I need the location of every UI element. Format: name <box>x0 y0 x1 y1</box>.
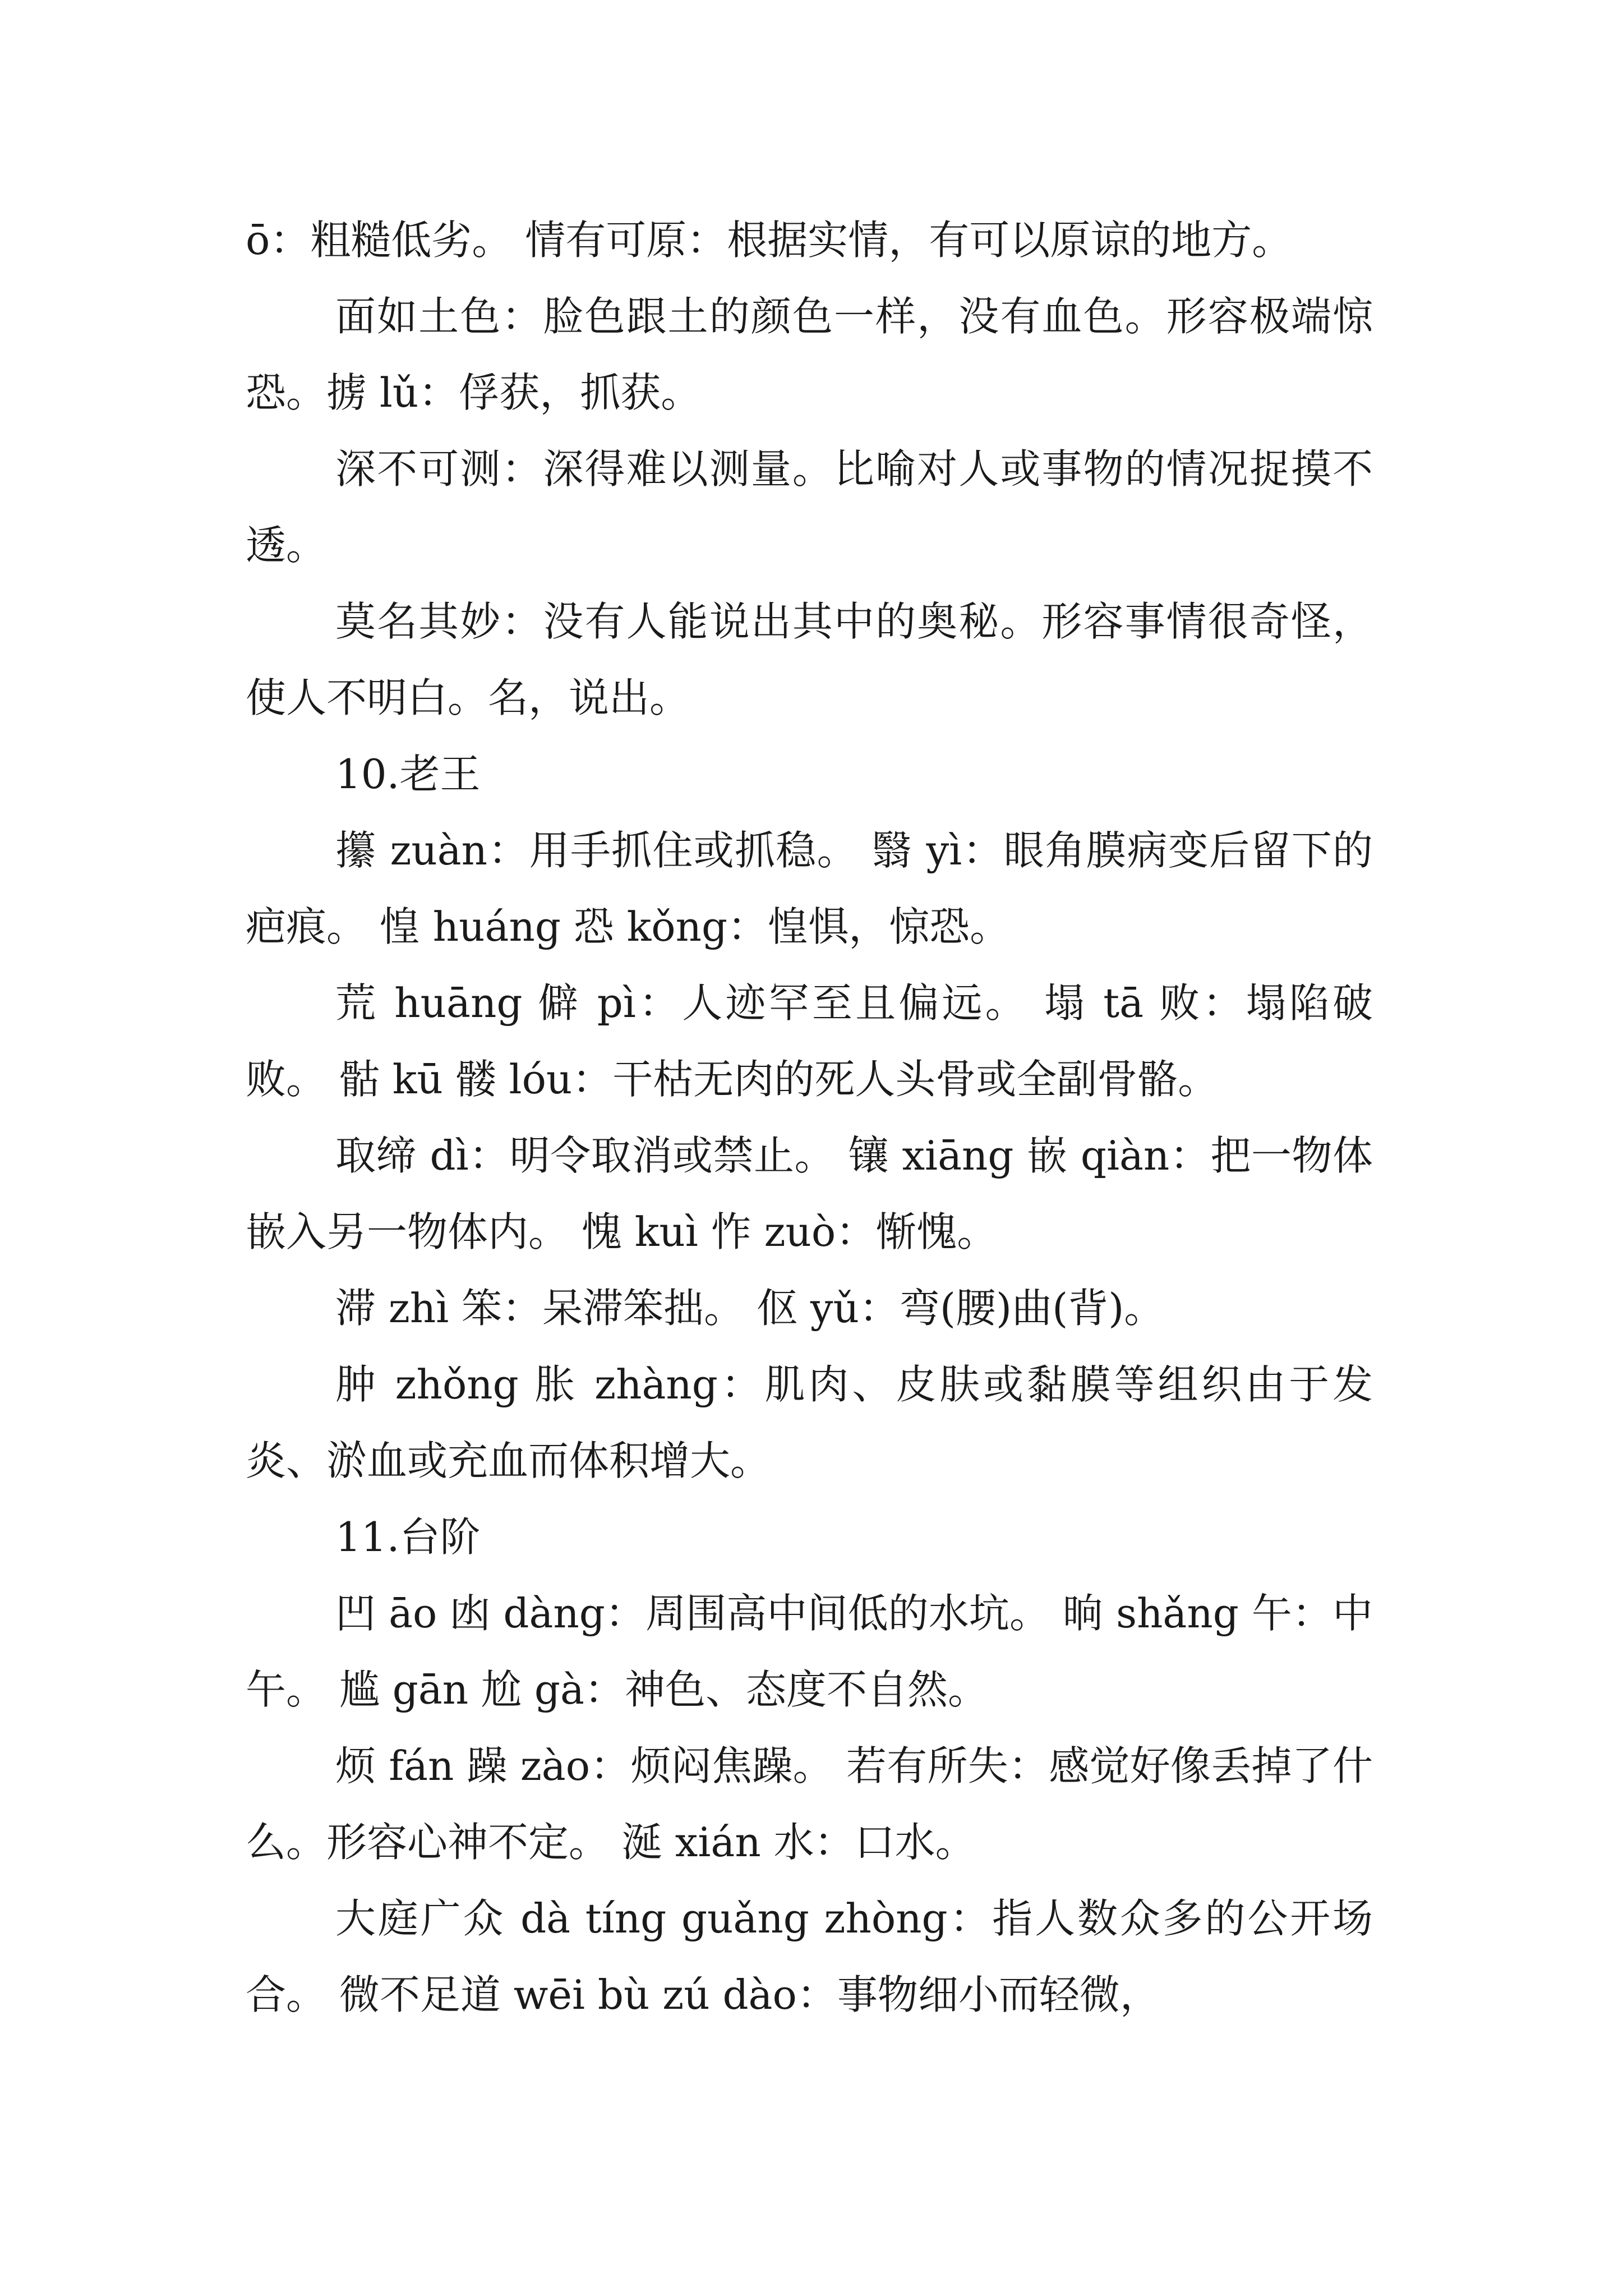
paragraph-shen-bu-ke-ce: 深不可测：深得难以测量。比喻对人或事物的情况捉摸不透。 <box>246 445 1373 569</box>
paragraph-zuan-yi-huang-kong: 攥 zuàn：用手抓住或抓稳。 翳 yì：眼角膜病变后留下的疤痕。 惶 huáng 恐 kǒng：惶惧，惊恐。 <box>246 827 1373 950</box>
paragraph-mo-ming-qi-miao: 莫名其妙：没有人能说出其中的奥秘。形容事情很奇怪，使人不明白。名，说出。 <box>246 598 1373 721</box>
paragraph-fan-zao-ruo-you-suo-shi: 烦 fán 躁 zào：烦闷焦躁。 若有所失：感觉好像丢掉了什么。形容心神不定。 涎 xián 水：口水。 <box>246 1742 1373 1866</box>
paragraph-huang-pi-ta-bai: 荒 huāng 僻 pì：人迹罕至且偏远。 塌 tā 败：塌陷破败。 骷 kū 髅 lóu：干枯无肉的死人头骨或全副骨骼。 <box>246 979 1373 1103</box>
paragraph-zhi-ben-yu: 滞 zhì 笨：呆滞笨拙。 伛 yǔ：弯(腰)曲(背)。 <box>335 1285 1165 1332</box>
paragraph-mian-ru-tu-se: 面如土色：脸色跟土的颜色一样，没有血色。形容极端惊恐。掳 lǔ：俘获，抓获。 <box>246 293 1373 416</box>
paragraph-da-ting-guang-zhong: 大庭广众 dà tíng guǎng zhòng：指人数众多的公开场合。 微不足道 wēi bù zú dào：事物细小而轻微， <box>246 1895 1373 2018</box>
paragraph-vocab-continuation: ō：粗糙低劣。 情有可原：根据实情，有可以原谅的地方。 <box>246 217 1293 264</box>
paragraph-zhong-zhang: 肿 zhǒng 胀 zhàng：肌肉、皮肤或黏膜等组织由于发炎、淤血或充血而体积增大。 <box>246 1361 1373 1484</box>
section-heading-tai-jie: 11.台阶 <box>335 1513 481 1561</box>
paragraph-ao-dang-shang-wu: 凹 āo 凼 dàng：周围高中间低的水坑。 晌 shǎng 午：中午。 尴 gān 尬 gà：神色、态度不自然。 <box>246 1590 1373 1713</box>
section-heading-lao-wang: 10.老王 <box>335 751 481 798</box>
paragraph-qu-di-xiang-qian: 取缔 dì：明令取消或禁止。 镶 xiāng 嵌 qiàn：把一物体嵌入另一物体内。 愧 kuì 怍 zuò：惭愧。 <box>246 1132 1373 1255</box>
document-page <box>246 202 1373 2033</box>
